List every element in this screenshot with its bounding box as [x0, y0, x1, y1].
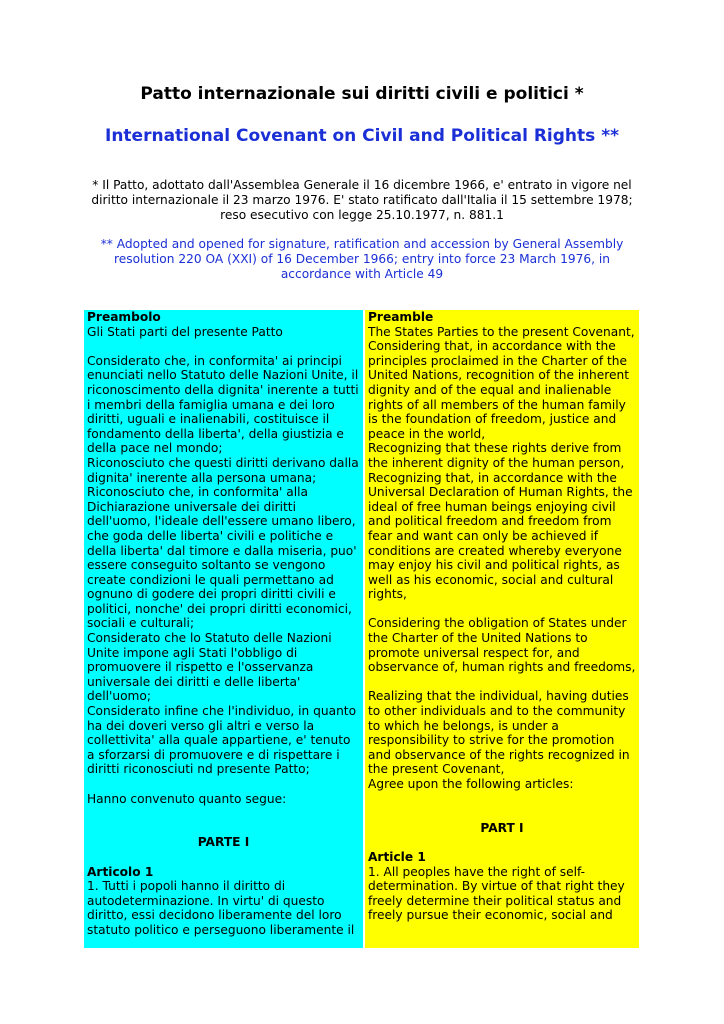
part-heading-en: PART I — [480, 820, 524, 835]
article-heading-it: Articolo 1 — [87, 864, 154, 879]
paragraph-en-6: Realizing that the individual, having duties to other individuals and to the community to which he belongs, is under a responsibility to strive for the promotion and observance of the rights recognized in the present Covenant, — [368, 689, 630, 777]
article-text-en: 1. All peoples have the right of self-determination. By virtue of that right they freely determine their political status and freely pursue their economic, social and — [368, 864, 625, 923]
english-column — [365, 310, 639, 948]
paragraph-en-1: The States Parties to the present Covenant, — [368, 324, 635, 339]
bilingual-table — [84, 310, 639, 948]
paragraph-en-3: Recognizing that these rights derive from the inherent dignity of the human person, — [368, 441, 625, 470]
paragraph-it-3: Riconosciuto che questi diritti derivano dalla dignita' inerente alla persona umana; — [87, 455, 359, 485]
paragraph-en-2: Considering that, in accordance with the principles proclaimed in the Charter of the United Nations, recognition of the inherent dignity and of the equal and inalienable rights of all members of the human family is the foundation of freedom, justice and peace in the world, — [368, 339, 629, 441]
title-english: International Covenant on Civil and Political Rights ** — [105, 126, 619, 146]
preamble-heading-it: Preambolo — [87, 310, 161, 324]
note-italian: * Il Patto, adottato dall'Assemblea Generale il 16 dicembre 1966, e' entrato in vigore nel diritto internazionale il 23 marzo 1976. E' stato ratificato dall'Italia il 15 settembre 1978; reso esecutivo con legge 25.10.1977, n. 881.1 — [91, 178, 633, 222]
paragraph-it-5: Considerato che lo Statuto delle Nazioni Unite impone agli Stati l'obbligo di promuovere il rispetto e l'osservanza universale dei diritti e delle liberta' dell'uomo; — [87, 631, 332, 704]
article-text-it: 1. Tutti i popoli hanno il diritto di autodeterminazione. In virtu' di questo diritto, essi decidono liberamente del loro statuto politico e perseguono liberamente il — [87, 879, 355, 937]
paragraph-it-6: Considerato infine che l'individuo, in quanto ha dei doveri verso gli altri e verso la collettivita' alla quale appartiene, e' tenuto a sforzarsi di promuovere e di rispettare i diritti riconosciuti nd presente Patto; — [87, 704, 357, 777]
paragraph-it-4: Riconosciuto che, in conformita' alla Dichiarazione universale dei diritti dell'uomo, l'ideale dell'essere umano libero, che goda delle liberta' civili e politiche e della liberta' dal timore e dalla miseria, puo' essere conseguito soltanto se vengono create condizioni le quali permettano ad ognuno di godere dei propri diritti civili e politici, nonche' dei propri diritti economici, sociali e culturali; — [87, 485, 357, 631]
paragraph-it-1: Gli Stati parti del presente Patto — [87, 324, 283, 339]
italian-column — [84, 310, 363, 948]
note-english: ** Adopted and opened for signature, ratification and accession by General Assembly resolution 220 OA (XXI) of 16 December 1966; entry into force 23 March 1976, in accordance with Article 49 — [100, 237, 624, 281]
part-heading-it: PARTE I — [197, 835, 250, 850]
paragraph-en-7: Agree upon the following articles: — [368, 777, 574, 791]
preamble-heading-en: Preamble — [368, 310, 434, 324]
paragraph-en-4: Recognizing that, in accordance with the Universal Declaration of Human Rights, the ideal of free human beings enjoying civil and political freedom and freedom from fear and want can only be achieved if conditions are created whereby everyone may enjoy his civil and political rights, as well as his economic, social and cultural rights, — [368, 470, 633, 602]
paragraph-en-5: Considering the obligation of States under the Charter of the United Nations to promote universal respect for, and observance of, human rights and freedoms, — [368, 616, 636, 675]
paragraph-it-2: Considerato che, in conformita' ai principi enunciati nello Statuto delle Nazioni Unite, il riconoscimento della dignita' inerente a tutti i membri della famiglia umana e dei loro diritti, uguali e inalienabili, costituisce il fondamento della liberta', della giustizia e della pace nel mondo; — [87, 353, 359, 456]
title-italian: Patto internazionale sui diritti civili e politici * — [140, 84, 584, 104]
paragraph-it-7: Hanno convenuto quanto segue: — [87, 791, 287, 806]
article-heading-en: Article 1 — [368, 849, 426, 864]
